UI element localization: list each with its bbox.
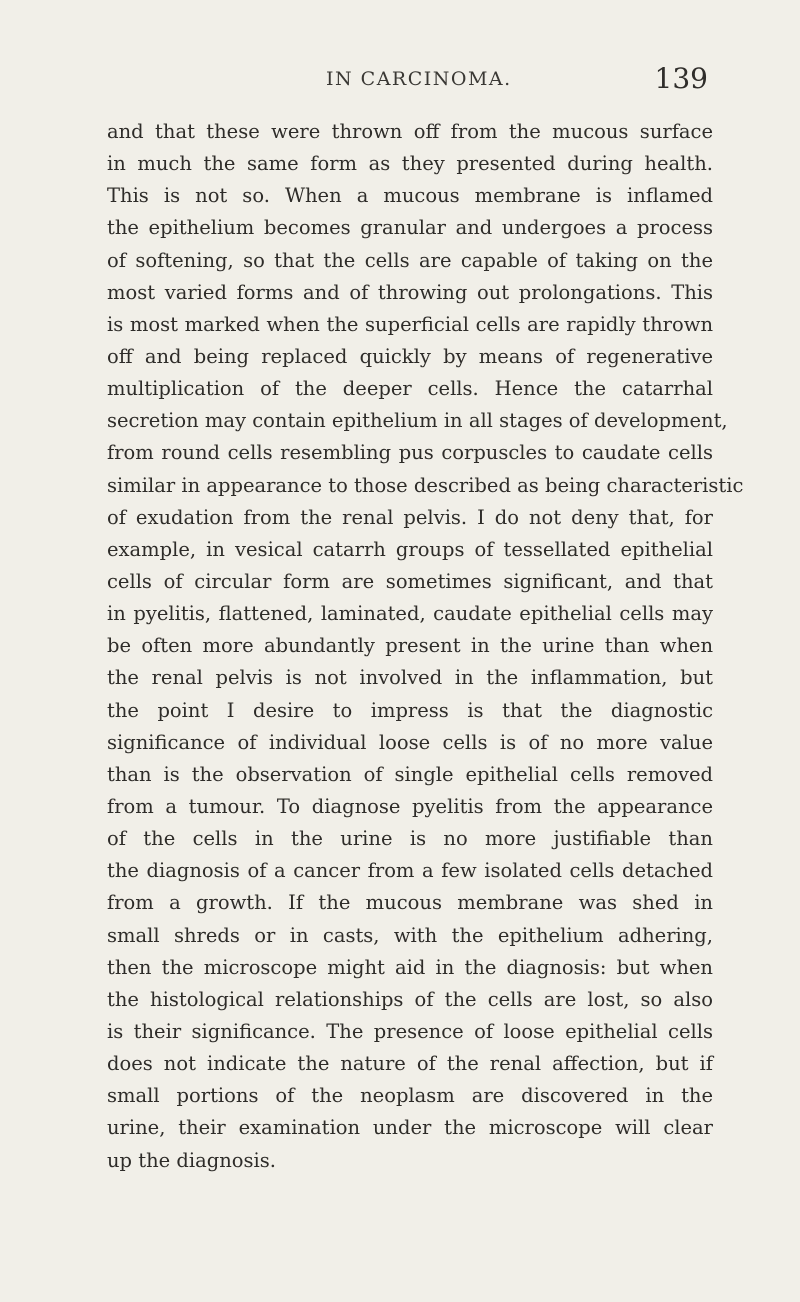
text-line: is most marked when the superficial cells are rapidly thrown xyxy=(107,312,713,336)
text-line: in pyelitis, flattened, laminated, caudate epithelial cells may xyxy=(107,602,713,626)
text-line: small shreds or in casts, with the epithelium adhering, xyxy=(107,923,713,947)
text-line: urine, their examination under the microscope will clear xyxy=(107,1116,713,1140)
text-line: similar in appearance to those described as being characteristic xyxy=(107,473,744,497)
text-line: of exudation from the renal pelvis. I do not deny that, for xyxy=(107,505,713,529)
text-line: small portions of the neoplasm are discovered in the xyxy=(107,1084,713,1108)
text-line: does not indicate the nature of the renal affection, but if xyxy=(107,1052,713,1076)
text-line: the point I desire to impress is that the diagnostic xyxy=(107,698,713,722)
text-line: the diagnosis of a cancer from a few isolated cells detached xyxy=(107,859,713,883)
text-line: secretion may contain epithelium in all stages of development, xyxy=(107,409,728,433)
text-line: example, in vesical catarrh groups of tessellated epithelial xyxy=(107,537,713,561)
text-line: is their significance. The presence of loose epithelial cells xyxy=(107,1019,713,1043)
text-line: than is the observation of single epithelial cells removed xyxy=(107,762,713,786)
text-line: This is not so. When a mucous membrane is inflamed xyxy=(107,184,713,208)
text-line: the epithelium becomes granular and undergoes a process xyxy=(107,216,713,240)
text-line: from a tumour. To diagnose pyelitis from the appearance xyxy=(107,794,713,818)
text-line: of softening, so that the cells are capable of taking on the xyxy=(107,248,713,272)
text-line: be often more abundantly present in the urine than when xyxy=(107,634,713,658)
text-line: of the cells in the urine is no more justifiable than xyxy=(107,827,713,851)
page-number: 139 xyxy=(654,62,708,95)
running-title: IN CARCINOMA. xyxy=(326,68,512,90)
running-header xyxy=(108,62,708,98)
text-line: significance of individual loose cells is of no more value xyxy=(107,730,713,754)
text-line: the histological relationships of the cells are lost, so also xyxy=(107,987,713,1011)
text-line: in much the same form as they presented during health. xyxy=(107,152,713,176)
text-line: cells of circular form are sometimes significant, and that xyxy=(107,569,713,593)
text-line: up the diagnosis. xyxy=(107,1148,276,1172)
text-line: multiplication of the deeper cells. Hence the catarrhal xyxy=(107,377,713,401)
text-line: from round cells resembling pus corpuscles to caudate cells xyxy=(107,441,713,465)
text-line: then the microscope might aid in the diagnosis: but when xyxy=(107,955,713,979)
body-paragraph xyxy=(107,116,744,1177)
text-line: from a growth. If the mucous membrane was shed in xyxy=(107,891,713,915)
text-line: most varied forms and of throwing out prolongations. This xyxy=(107,280,713,304)
text-line: off and being replaced quickly by means of regenerative xyxy=(107,344,713,368)
text-line: the renal pelvis is not involved in the inflammation, but xyxy=(107,666,713,690)
text-line: and that these were thrown off from the mucous surface xyxy=(107,120,713,143)
